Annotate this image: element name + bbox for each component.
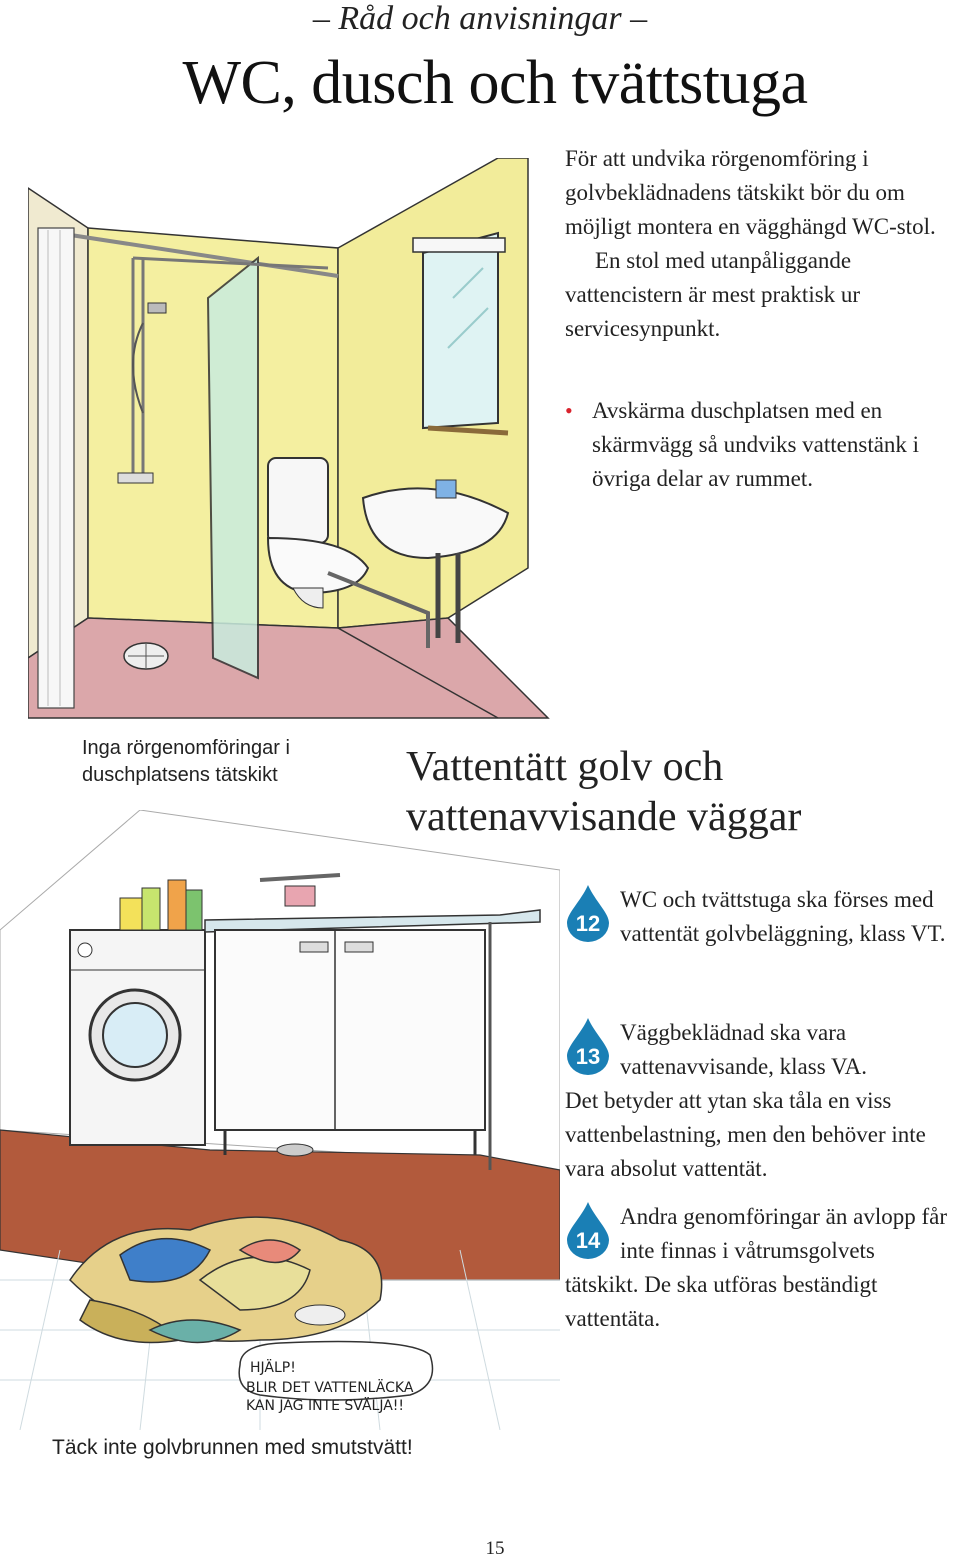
intro-text	[565, 142, 955, 346]
requirement-lead: Väggbeklädnad ska vara vattenavvisande, klass VA.	[620, 1020, 868, 1079]
intro-paragraph-1: För att undvika rörgenomföring i golvbeklädnadens tätskikt bör du om möjligt montera en vägghängd WC-stol.	[565, 146, 936, 239]
speech-line-2: BLIR DET VATTENLÄCKA	[246, 1380, 414, 1396]
bullet-point	[565, 394, 955, 496]
requirement-continuation: tätskikt. De ska utföras beständigt vattentäta.	[565, 1272, 878, 1331]
section-heading: Vattentätt golv och vattenavvisande väggar	[406, 744, 802, 840]
speech-line-3: KAN JAG INTE SVÄLJA!!	[246, 1398, 405, 1414]
requirement-number: 12	[575, 911, 601, 936]
water-drop-icon	[565, 883, 611, 943]
requirement-continuation: Det betyder att ytan ska tåla en viss vattenbelastning, men den behöver inte vara absolut vattentät.	[565, 1088, 926, 1181]
page-number: 15	[485, 1538, 505, 1559]
requirement-number: 14	[575, 1228, 601, 1253]
laundry-caption: Täck inte golvbrunnen med smutstvätt!	[52, 1436, 413, 1459]
water-drop-icon	[565, 1200, 611, 1260]
water-drop-icon	[565, 1016, 611, 1076]
requirement-13	[565, 1016, 957, 1186]
bullet-marker: •	[565, 398, 573, 423]
speech-line-1: HJÄLP!	[250, 1360, 296, 1376]
requirement-14	[565, 1200, 957, 1336]
bathroom-illustration	[28, 158, 550, 728]
bullet-text: Avskärma duschplatsen med en skärmvägg så undviks vattenstänk i övriga delar av rummet.	[592, 398, 920, 491]
requirement-lead: WC och tvättstuga ska förses med vattentät golvbeläggning, klass VT.	[620, 887, 946, 946]
shower-caption: Inga rörgenomföringar i duschplatsens tätskikt	[82, 737, 290, 786]
page-kicker: – Råd och anvisningar –	[312, 0, 648, 37]
laundry-illustration	[0, 810, 560, 1430]
page-title: WC, dusch och tvättstuga	[182, 49, 808, 117]
requirement-number: 13	[575, 1044, 601, 1069]
intro-paragraph-2: En stol med utanpåliggande vattencistern är mest praktisk ur servicesynpunkt.	[565, 248, 861, 341]
requirement-lead: Andra genomföringar än avlopp får inte finnas i våtrumsgolvets	[620, 1204, 947, 1263]
requirement-12	[565, 883, 957, 951]
